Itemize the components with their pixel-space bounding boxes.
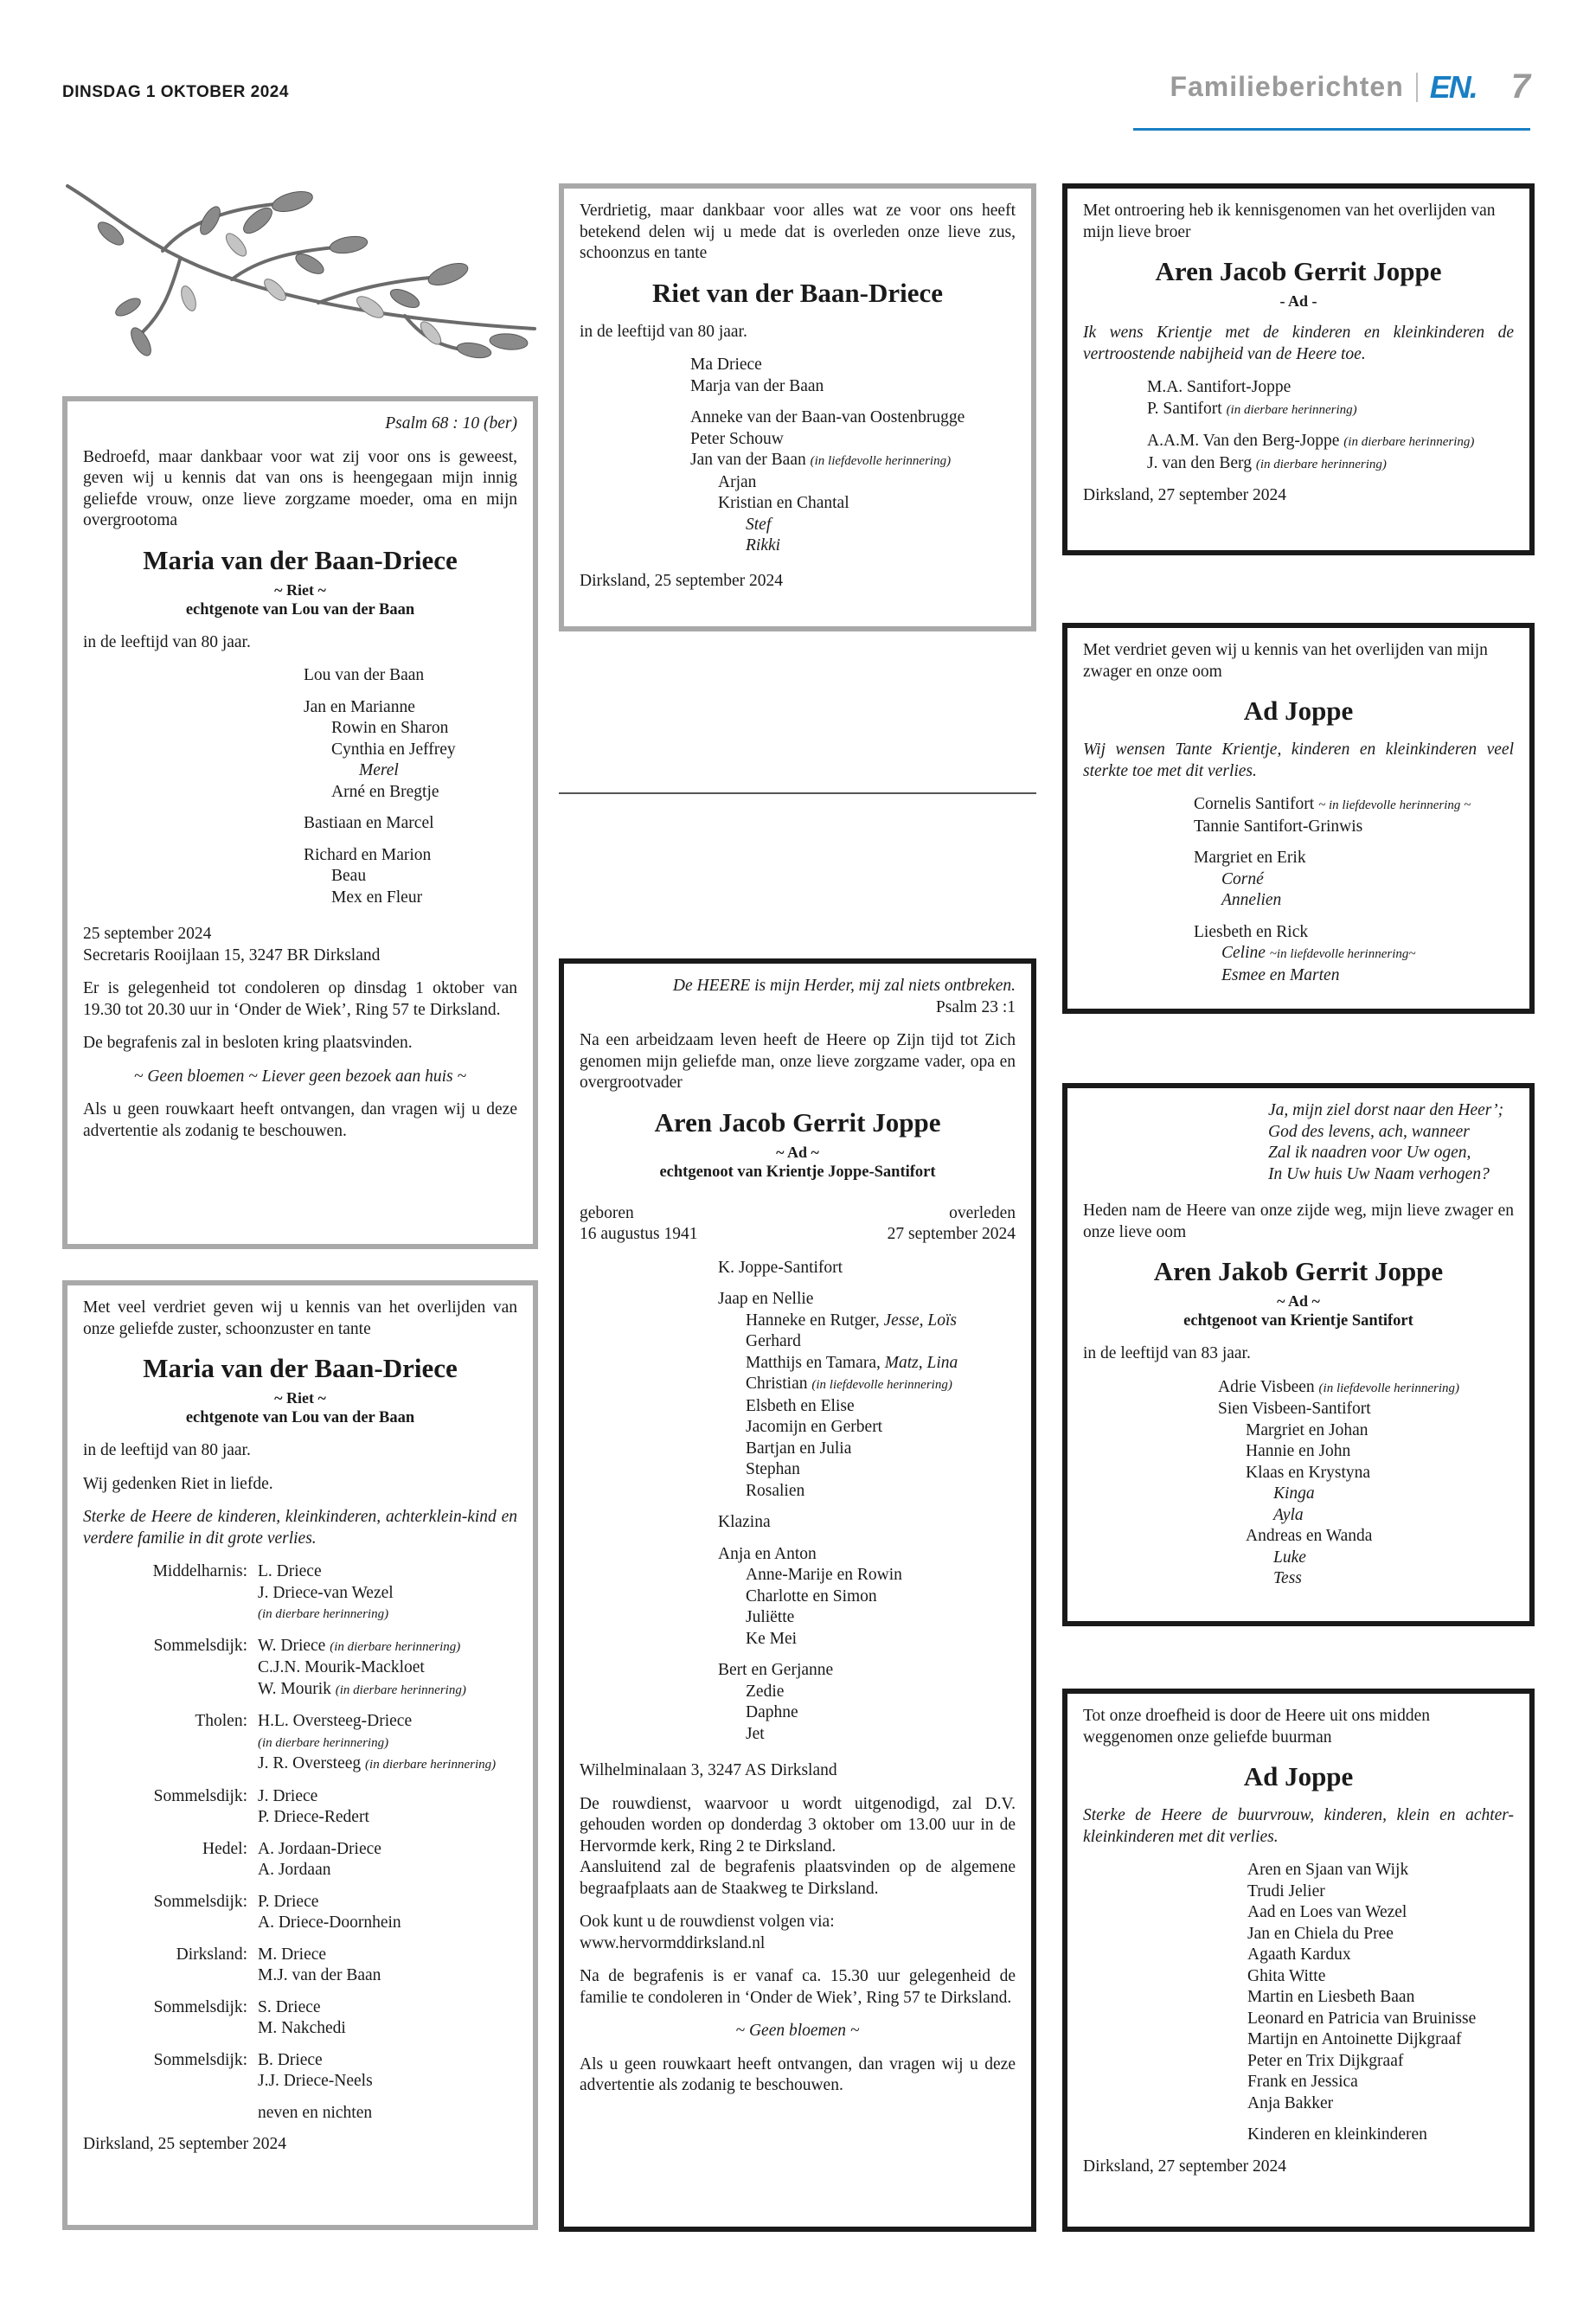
family-member: Richard en Marion — [304, 845, 432, 864]
neighbour-name: Ghita Witte — [1247, 1966, 1326, 1985]
family-member: Rowin en Sharon — [331, 719, 449, 737]
family-member: Bastiaan en Marcel — [304, 814, 434, 832]
relative-name: J. Driece-van Wezel — [258, 1583, 394, 1602]
family-member: Arjan — [718, 472, 757, 491]
memory-note: ~in liefdevolle herinnering~ — [1269, 947, 1416, 961]
branch-illustration — [59, 177, 543, 359]
family-member: Peter Schouw — [690, 429, 784, 448]
relative-name: M.J. van der Baan — [258, 1966, 381, 1984]
family-member: Marja van der Baan — [690, 376, 824, 395]
family-list — [580, 355, 1016, 557]
family-member: Jan van der Baan — [690, 451, 806, 469]
family-member: Elsbeth en Elise — [746, 1396, 855, 1415]
family-member: Mex en Fleur — [331, 888, 423, 907]
relative-name: W. Mourik — [258, 1679, 331, 1698]
flowers-note: ~ Geen bloemen ~ Liever geen bezoek aan huis ~ — [133, 1067, 467, 1086]
burial-info: Aansluitend zal de begrafenis plaatsvinden op de algemene begraafplaats aan de Staakweg te Dirksland. — [580, 1858, 1016, 1898]
deceased-name: Riet van der Baan-Driece — [651, 277, 944, 308]
spouse-line: echtgenote van Lou van der Baan — [185, 1409, 415, 1426]
birth-date: 16 augustus 1941 — [580, 1225, 698, 1243]
location-label: Sommelsdijk: — [153, 1786, 247, 1805]
family-member: Jan en Marianne — [304, 697, 415, 716]
relative-name: P. Driece — [258, 1892, 319, 1911]
intro-text: Met veel verdriet geven wij u kennis van het overlijden van onze geliefde zuster, schoonzuster en tante — [83, 1298, 517, 1338]
family-member: Adrie Visbeen — [1218, 1377, 1315, 1396]
location-label: Sommelsdijk: — [153, 1892, 247, 1911]
deceased-name: Aren Jakob Gerrit Joppe — [1153, 1256, 1444, 1286]
column-divider — [559, 792, 1036, 794]
spouse-line: echtgenote van Lou van der Baan — [185, 600, 415, 619]
family-member: Cynthia en Jeffrey — [331, 740, 456, 759]
memory-note: (in liefdevolle herinnering) — [1318, 1381, 1459, 1395]
neighbour-name: Leonard en Patricia van Bruinisse — [1247, 2009, 1477, 2028]
family-member: Anne-Marije en Rowin — [746, 1566, 902, 1584]
relative-name: C.J.N. Mourik-Mackloet — [258, 1658, 425, 1676]
family-member: Luke — [1273, 1548, 1306, 1567]
footer-line: Dirksland, 27 september 2024 — [1083, 486, 1287, 504]
died-label: overleden — [949, 1203, 1016, 1222]
deceased-name: Ad Joppe — [1243, 695, 1354, 726]
relative-name: M. Driece — [258, 1945, 327, 1964]
header-separator — [1416, 73, 1418, 102]
memory-note: (in liefdevolle herinnering) — [811, 1378, 952, 1392]
intro-text: Na een arbeidzaam leven heeft de Heere op Zijn tijd tot Zich genomen mijn geliefde man, onze lieve zorgzame vader, opa en overgrootvader — [580, 1031, 1016, 1092]
born-label: geboren — [580, 1203, 634, 1222]
family-member: Merel — [359, 761, 399, 779]
family-member: M.A. Santifort-Joppe — [1147, 378, 1292, 396]
family-member: Hannie en John — [1246, 1442, 1351, 1460]
family-member: Stef — [746, 515, 772, 534]
relatives-by-location — [83, 1561, 517, 2124]
family-member: A.A.M. Van den Berg-Joppe — [1147, 432, 1340, 450]
en-logo: EN. — [1429, 68, 1477, 105]
family-member: P. Santifort — [1147, 399, 1222, 418]
relative-name: A. Jordaan — [258, 1861, 331, 1879]
memory-note: ~ in liefdevolle herinnering ~ — [1318, 798, 1471, 812]
obituary-aren-joppe-sister — [1062, 183, 1535, 555]
neighbour-name: Kinderen en kleinkinderen — [1247, 2125, 1427, 2144]
family-member: Ke Mei — [746, 1629, 798, 1648]
location-label: Dirksland: — [176, 1945, 247, 1964]
relative-name: J. Driece — [258, 1786, 318, 1805]
relative-name: J.J. Driece-Neels — [258, 2072, 373, 2090]
location-label: Sommelsdijk: — [153, 1636, 247, 1655]
location-label: Sommelsdijk: — [153, 1997, 247, 2016]
intro-text: Bedroefd, maar dankbaar voor wat zij voor ons is geweest, geven wij u kennis dat van ons is heengegaan mijn innig geliefde vrouw, onze lieve zorgzame moeder, oma en mijn overgrootoma — [83, 447, 517, 529]
header-rule — [1133, 128, 1530, 131]
memory-note: (in liefdevolle herinnering) — [810, 454, 952, 468]
intro-text: Verdrietig, maar dankbaar voor alles wat ze voor ons heeft betekend delen wij u mede dat is overleden onze lieve zus, schoonzus en tante — [580, 202, 1016, 262]
memory-note: (in dierbare herinnering) — [258, 1607, 389, 1621]
grandchildren: Matz, Lina — [884, 1353, 958, 1372]
family-member: Andreas en Wanda — [1246, 1527, 1373, 1545]
family-member: J. van den Berg — [1147, 453, 1252, 472]
wish-text: Wij wensen Tante Krientje, kinderen en kleinkinderen veel sterkte toe met dit verlies. — [1083, 740, 1514, 780]
family-member: K. Joppe-Santifort — [718, 1258, 843, 1277]
psalm-reference: Psalm 68 : 10 (ber) — [385, 414, 517, 433]
neighbour-name: Aad en Loes van Wezel — [1247, 1903, 1407, 1921]
relative-name: A. Jordaan-Driece — [258, 1839, 381, 1858]
memory-note: (in dierbare herinnering) — [365, 1758, 497, 1772]
family-member: Jet — [746, 1724, 765, 1743]
psalm-text: De HEERE is mijn Herder, mij zal niets ontbreken. — [672, 977, 1016, 995]
age-line: in de leeftijd van 80 jaar. — [83, 1441, 251, 1459]
family-member: Zedie — [746, 1682, 785, 1701]
footer-line: Dirksland, 25 september 2024 — [83, 2135, 287, 2153]
date-line: 25 september 2024 — [83, 925, 212, 943]
family-member: Bartjan en Julia — [746, 1439, 852, 1458]
family-member: Klaas en Krystyna — [1246, 1463, 1371, 1482]
memory-note: (in dierbare herinnering) — [1255, 457, 1387, 471]
memory-note: (in dierbare herinnering) — [330, 1639, 461, 1654]
funeral-info: De begrafenis zal in besloten kring plaatsvinden. — [83, 1034, 413, 1052]
family-member: Juliëtte — [746, 1608, 795, 1626]
family-member: Ayla — [1273, 1505, 1304, 1524]
intro-text: Met ontroering heb ik kennisgenomen van het overlijden van mijn lieve broer — [1083, 202, 1496, 241]
relative-name: B. Driece — [258, 2050, 323, 2069]
relative-name: J. R. Oversteeg — [258, 1754, 362, 1772]
memory-note: (in dierbare herinnering) — [1343, 435, 1475, 449]
intro-text: Heden nam de Heere van onze zijde weg, mijn lieve zwager en onze lieve oom — [1083, 1202, 1514, 1241]
poem-line: Ja, mijn ziel dorst naar den Heer’; — [1268, 1101, 1504, 1119]
obituary-ad-joppe-neighbours — [1062, 1689, 1535, 2232]
family-member: Matthijs en Tamara, — [746, 1353, 881, 1372]
family-member: Ma Driece — [690, 356, 762, 374]
intro-text: Met verdriet geven wij u kennis van het overlijden van mijn zwager en onze oom — [1083, 641, 1488, 681]
age-line: in de leeftijd van 80 jaar. — [580, 322, 747, 341]
family-member: Anneke van der Baan-van Oostenbrugge — [690, 408, 965, 426]
neighbour-name: Martin en Liesbeth Baan — [1247, 1988, 1415, 2006]
neighbour-name: Martijn en Antoinette Dijkgraaf — [1247, 2030, 1462, 2048]
family-member: Kinga — [1273, 1484, 1315, 1503]
family-member: Rosalien — [746, 1481, 805, 1500]
family-member: Margriet en Johan — [1246, 1420, 1368, 1439]
memory-note: (in dierbare herinnering) — [1226, 402, 1357, 417]
family-member: Lou van der Baan — [304, 666, 425, 684]
family-member: Celine — [1221, 944, 1266, 962]
death-date: 27 september 2024 — [887, 1225, 1016, 1243]
family-member: Corné — [1221, 869, 1264, 888]
psalm-reference: Psalm 23 :1 — [935, 997, 1016, 1016]
family-member: Charlotte en Simon — [746, 1586, 877, 1606]
age-line: in de leeftijd van 83 jaar. — [1083, 1344, 1251, 1362]
intro-text: Tot onze droefheid is door de Heere uit ons midden weggenomen onze geliefde buurman — [1083, 1707, 1430, 1747]
spouse-line: echtgenoot van Krientje Santifort — [1183, 1312, 1413, 1330]
nickname: ~ Riet ~ — [274, 580, 326, 599]
family-member: Stephan — [746, 1460, 800, 1478]
family-member: Klazina — [718, 1513, 771, 1531]
obituary-ad-joppe-brother-in-law — [1062, 623, 1535, 1014]
deceased-name: Maria van der Baan-Driece — [143, 544, 458, 575]
card-note: Als u geen rouwkaart heeft ontvangen, dan vragen wij u deze advertentie als zodanig te beschouwen. — [83, 1100, 517, 1140]
wish-text: Sterke de Heere de kinderen, kleinkinderen, achterklein-kind en verdere familie in dit grote verlies. — [83, 1508, 517, 1548]
neighbour-name: Anja Bakker — [1247, 2093, 1334, 2112]
address-line: Wilhelminalaan 3, 3247 AS Dirksland — [580, 1761, 837, 1779]
nickname: ~ Riet ~ — [274, 1389, 326, 1407]
family-member: Anja en Anton — [718, 1544, 817, 1563]
family-member: Kristian en Chantal — [718, 494, 849, 512]
family-member: Gerhard — [746, 1332, 801, 1350]
obituary-riet-van-der-baan — [559, 183, 1036, 631]
memory-note: (in dierbare herinnering) — [258, 1735, 389, 1750]
condolence-info: Na de begrafenis is er vanaf ca. 15.30 uur gelegenheid de familie te condoleren in ‘Onder de Wiek’, Ring 57 te Dirksland. — [580, 1967, 1016, 2007]
family-list — [1083, 794, 1514, 986]
family-member: Sien Visbeen-Santifort — [1218, 1400, 1371, 1418]
family-list — [580, 1258, 1016, 1746]
age-line: in de leeftijd van 80 jaar. — [83, 632, 251, 651]
family-member: Liesbeth en Rick — [1194, 922, 1309, 941]
family-member: Daphne — [746, 1703, 798, 1721]
neighbour-name: Peter en Trix Dijkgraaf — [1247, 2051, 1404, 2070]
family-member: Beau — [331, 867, 367, 885]
family-list — [83, 665, 517, 908]
issue-date: DINSDAG 1 OKTOBER 2024 — [62, 83, 289, 101]
service-info: De rouwdienst, waarvoor u wordt uitgenodigd, zal D.V. gehouden worden op donderdag 3 oktober om 13.00 uur in de Hervormde kerk, Ring 2 te Dirksland. — [580, 1794, 1016, 1856]
address-line: Secretaris Rooijlaan 15, 3247 BR Dirksland — [83, 945, 381, 965]
relative-name: A. Driece-Doornhein — [258, 1913, 401, 1932]
family-member: Arné en Bregtje — [331, 782, 439, 801]
card-note: Als u geen rouwkaart heeft ontvangen, dan vragen wij u deze advertentie als zodanig te beschouwen. — [580, 2054, 1016, 2094]
neighbour-name: Jan en Chiela du Pree — [1247, 1924, 1394, 1943]
deceased-name: Aren Jacob Gerrit Joppe — [654, 1106, 941, 1138]
section-title: Familieberichten — [1170, 71, 1404, 102]
neighbour-name: Frank en Jessica — [1247, 2073, 1358, 2091]
obituary-aren-jakob-joppe-in-laws — [1062, 1083, 1535, 1626]
family-member: Margriet en Erik — [1194, 849, 1306, 867]
footer-line: Dirksland, 25 september 2024 — [580, 571, 784, 590]
family-member: Annelien — [1221, 891, 1282, 909]
masthead — [1170, 67, 1530, 106]
flowers-note: ~ Geen bloemen ~ — [735, 2022, 860, 2040]
neighbour-name: Agaath Kardux — [1247, 1945, 1351, 1964]
poem — [1083, 1100, 1514, 1185]
neighbour-name: Aren en Sjaan van Wijk — [1247, 1861, 1409, 1879]
condolence-info: Er is gelegenheid tot condoleren op dinsdag 1 oktober van 19.30 tot 20.30 uur in ‘Onder de Wiek’, Ring 57 te Dirksland. — [83, 979, 517, 1019]
website-link[interactable]: www.hervormddirksland.nl — [580, 1933, 766, 1952]
deceased-name: Ad Joppe — [1243, 1761, 1354, 1791]
family-member: Tannie Santifort-Grinwis — [1194, 817, 1363, 836]
family-list — [1083, 1377, 1514, 1590]
location-label: Hedel: — [202, 1839, 247, 1858]
wish-text: Sterke de Heere de buurvrouw, kinderen, klein en achter-kleinkinderen met dit verlies. — [1083, 1806, 1514, 1846]
family-member: Jacomijn en Gerbert — [746, 1418, 883, 1436]
relative-name: L. Driece — [258, 1562, 322, 1580]
page-number: 7 — [1510, 67, 1530, 106]
footer-line: Dirksland, 27 september 2024 — [1083, 2157, 1287, 2176]
obituary-aren-joppe-family — [559, 958, 1036, 2232]
family-member: Tess — [1273, 1569, 1302, 1587]
family-member: Jaap en Nellie — [718, 1290, 814, 1308]
family-member: Esmee en Marten — [1221, 965, 1340, 984]
relative-name: H.L. Oversteeg-Driece — [258, 1712, 413, 1730]
family-member: Hanneke en Rutger, — [746, 1311, 880, 1330]
poem-line: Zal ik naadren voor Uw ogen, — [1268, 1144, 1471, 1162]
family-member: Rikki — [746, 536, 781, 554]
relative-name: P. Driece-Redert — [258, 1808, 369, 1826]
deceased-name: Aren Jacob Gerrit Joppe — [1155, 256, 1442, 286]
family-list — [1083, 377, 1514, 475]
poem-line: In Uw huis Uw Naam verhogen? — [1268, 1164, 1490, 1183]
poem-line: God des levens, ach, wanneer — [1268, 1122, 1470, 1141]
nickname: - Ad - — [1279, 292, 1317, 310]
online-info: Ook kunt u de rouwdienst volgen via: — [580, 1913, 835, 1931]
family-member: Cornelis Santifort — [1194, 795, 1315, 813]
location-label: Sommelsdijk: — [153, 2050, 247, 2069]
relative-name: M. Nakchedi — [258, 2019, 346, 2037]
nickname: ~ Ad ~ — [1277, 1292, 1320, 1310]
obituary-maria-van-der-baan-siblings — [62, 1280, 538, 2230]
spouse-line: echtgenoot van Krientje Joppe-Santifort — [659, 1163, 936, 1181]
location-label: Middelharnis: — [152, 1562, 247, 1580]
nickname: ~ Ad ~ — [776, 1143, 819, 1161]
relative-name: neven en nichten — [258, 2103, 373, 2122]
family-member: Christian — [746, 1375, 808, 1393]
relative-name: S. Driece — [258, 1997, 321, 2016]
grandchildren: Jesse, Loïs — [883, 1311, 957, 1330]
memory-note: (in dierbare herinnering) — [335, 1682, 466, 1697]
neighbours-list — [1083, 1860, 1514, 2146]
family-member: Bert en Gerjanne — [718, 1661, 834, 1679]
wish-text: Ik wens Krientje met de kinderen en kleinkinderen de vertroostende nabijheid van de Heere toe. — [1083, 324, 1514, 363]
relative-name: W. Driece — [258, 1636, 326, 1655]
remember-line: Wij gedenken Riet in liefde. — [83, 1474, 273, 1493]
obituary-maria-van-der-baan-family — [62, 396, 538, 1249]
deceased-name: Maria van der Baan-Driece — [143, 1353, 458, 1383]
location-label: Tholen: — [195, 1712, 247, 1730]
neighbour-name: Trudi Jelier — [1247, 1881, 1325, 1900]
